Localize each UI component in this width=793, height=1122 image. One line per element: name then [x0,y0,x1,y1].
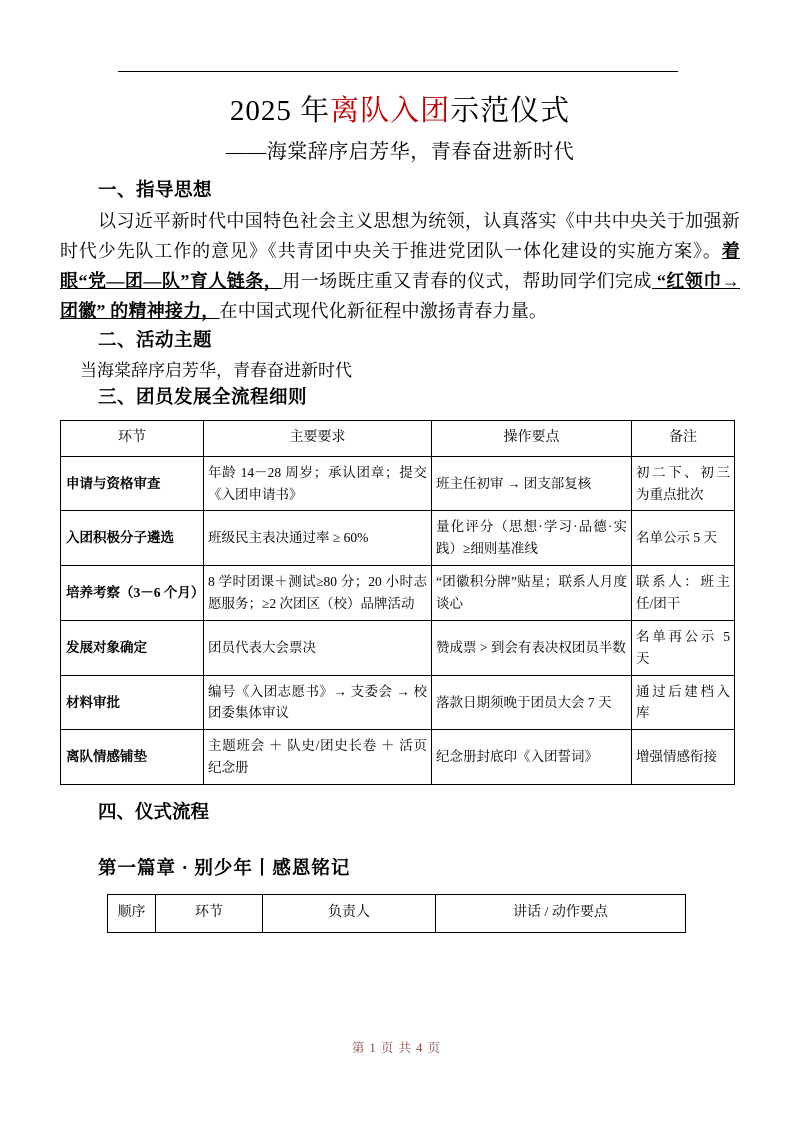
cell-requirement: 团员代表大会票决 [204,620,432,675]
col-header-note: 备注 [632,421,735,457]
cell-operation: 落款日期须晚于团员大会 7 天 [432,675,632,730]
cell-operation: “团徽积分牌”贴星；联系人月度谈心 [432,566,632,621]
cell-requirement: 8 学时团课＋测试≥80 分；20 小时志愿服务；≥2 次团区（校）品牌活动 [204,566,432,621]
cell-stage: 培养考察（3－6 个月） [61,566,204,621]
title-highlight: 离队入团 [330,95,451,127]
title-suffix: 示范仪式 [450,95,571,127]
table-row [61,566,735,621]
table-row [61,511,735,566]
col-header-segment: 环节 [156,895,263,933]
section-2-paragraph: 当海棠辞序启芳华，青春奋进新时代 [80,360,352,380]
cell-requirement: 年龄 14－28 周岁；承认团章；提交《入团申请书》 [204,456,432,511]
col-header-script: 讲话 / 动作要点 [436,895,686,933]
col-header-owner: 负责人 [263,895,436,933]
s1-text-part-2: 用一场既庄重又青春的仪式，帮助同学们完成 [282,270,652,291]
cell-note: 初二下、初三为重点批次 [632,456,735,511]
s1-emphasis-2: “红领巾→团徽” 的精神接力， [60,270,740,321]
s1-text-part-1: 以习近平新时代中国特色社会主义思想为统领，认真落实《中共中央关于加强新时代少先队工作的意见》《共青团中央关于推进党团队一体化建设的实施方案》。 [60,211,740,261]
section-heading-4: 四、仪式流程 [98,803,210,824]
page-footer: 第 1 页 共 4 页 [351,1041,442,1055]
table-row [61,730,735,785]
section-1-paragraph [60,207,740,327]
process-detail-table [60,420,735,785]
cell-stage: 离队情感铺垫 [61,730,204,785]
page-subtitle: ——海棠辞序启芳华，青春奋进新时代 [225,141,575,164]
document-content [60,92,740,933]
table-row [61,456,735,511]
chapter-heading-1: 第一篇章 · 别少年丨感恩铭记 [98,858,351,879]
cell-operation: 量化评分（思想·学习·品德·实践）≥细则基准线 [432,511,632,566]
cell-requirement: 班级民主表决通过率 ≥ 60% [204,511,432,566]
cell-note: 通过后建档入库 [632,675,735,730]
cell-note: 联系人：班主任/团干 [632,566,735,621]
table-header-row [108,895,686,933]
table-row [61,675,735,730]
section-heading-1: 一、指导思想 [98,181,213,202]
ceremony-flow-table [107,894,686,933]
cell-requirement: 主题班会 ＋ 队史/团史长卷 ＋ 活页纪念册 [204,730,432,785]
title-prefix: 2025 年 [229,95,331,127]
cell-operation: 赞成票 > 到会有表决权团员半数 [432,620,632,675]
col-header-order: 顺序 [108,895,156,933]
page-title [60,92,740,131]
cell-stage: 材料审批 [61,675,204,730]
header-rule-divider [118,71,678,72]
table-row [61,620,735,675]
col-header-requirement: 主要要求 [204,421,432,457]
cell-operation: 纪念册封底印《入团誓词》 [432,730,632,785]
cell-note: 增强情感衔接 [632,730,735,785]
cell-requirement: 编号《入团志愿书》→ 支委会 → 校团委集体审议 [204,675,432,730]
cell-operation: 班主任初审 → 团支部复核 [432,456,632,511]
cell-stage: 申请与资格审查 [61,456,204,511]
section-heading-2: 二、活动主题 [98,330,213,351]
col-header-operation: 操作要点 [432,421,632,457]
cell-note: 名单再公示 5 天 [632,620,735,675]
s1-text-part-3: 在中国式现代化新征程中激扬青春力量。 [219,300,548,321]
col-header-stage: 环节 [61,421,204,457]
s1-emphasis-1: 着眼“党—团—队”育人链条， [60,240,740,291]
cell-note: 名单公示 5 天 [632,511,735,566]
table-header-row [61,421,735,457]
section-heading-3: 三、团员发展全流程细则 [98,388,308,409]
cell-stage: 入团积极分子遴选 [61,511,204,566]
cell-stage: 发展对象确定 [61,620,204,675]
